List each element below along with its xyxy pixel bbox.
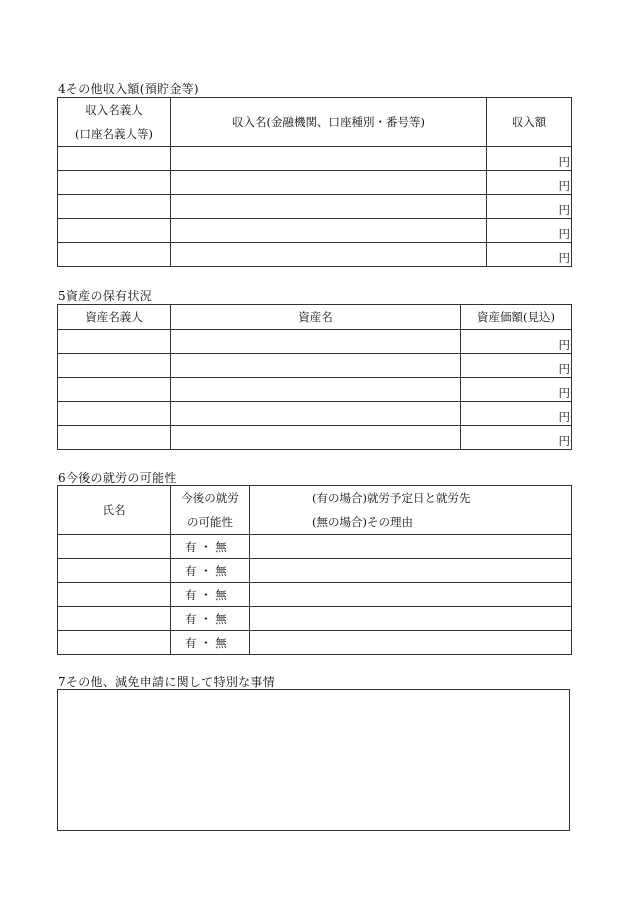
table-row bbox=[58, 330, 572, 354]
table-row bbox=[58, 354, 572, 378]
employment-detail-cell[interactable] bbox=[250, 559, 572, 583]
person-name-header: 氏名 bbox=[58, 486, 171, 535]
income-holder-header-line1: 収入名義人 bbox=[85, 103, 143, 117]
possibility-choice[interactable]: 有 ・ 無 bbox=[171, 607, 250, 631]
table-row bbox=[58, 607, 572, 631]
possibility-choice[interactable]: 有 ・ 無 bbox=[171, 583, 250, 607]
table-row bbox=[58, 583, 572, 607]
income-holder-header-line2: (口座名義人等) bbox=[75, 127, 153, 141]
income-holder-cell[interactable] bbox=[58, 219, 171, 243]
table-header-row bbox=[58, 98, 572, 147]
income-amount-cell[interactable]: 円 bbox=[487, 195, 572, 219]
table-row bbox=[58, 631, 572, 655]
possibility-header-line1: 今後の就労 bbox=[181, 491, 239, 505]
asset-holder-cell[interactable] bbox=[58, 378, 171, 402]
income-name-header: 収入名(金融機関、口座種別・番号等) bbox=[171, 98, 487, 147]
income-name-cell[interactable] bbox=[171, 147, 487, 171]
table-row bbox=[58, 171, 572, 195]
income-holder-cell[interactable] bbox=[58, 147, 171, 171]
special-circumstances-textbox[interactable] bbox=[57, 689, 570, 831]
possibility-choice[interactable]: 有 ・ 無 bbox=[171, 559, 250, 583]
asset-holder-cell[interactable] bbox=[58, 330, 171, 354]
table-row bbox=[58, 219, 572, 243]
asset-name-header: 資産名 bbox=[171, 305, 461, 330]
income-amount-cell[interactable]: 円 bbox=[487, 147, 572, 171]
income-name-cell[interactable] bbox=[171, 219, 487, 243]
section7-title: 7その他、減免申請に関して特別な事情 bbox=[58, 675, 276, 689]
table-row bbox=[58, 243, 572, 267]
income-amount-cell[interactable]: 円 bbox=[487, 219, 572, 243]
income-name-cell[interactable] bbox=[171, 243, 487, 267]
person-name-cell[interactable] bbox=[58, 559, 171, 583]
income-amount-cell[interactable]: 円 bbox=[487, 243, 572, 267]
asset-value-cell[interactable]: 円 bbox=[461, 330, 572, 354]
asset-value-cell[interactable]: 円 bbox=[461, 378, 572, 402]
table-row bbox=[58, 147, 572, 171]
possibility-header-line2: の可能性 bbox=[187, 515, 233, 529]
table-header-row bbox=[58, 486, 572, 535]
income-holder-cell[interactable] bbox=[58, 243, 171, 267]
asset-holder-header: 資産名義人 bbox=[58, 305, 171, 330]
person-name-cell[interactable] bbox=[58, 535, 171, 559]
employment-detail-cell[interactable] bbox=[250, 631, 572, 655]
table-row bbox=[58, 535, 572, 559]
asset-holder-cell[interactable] bbox=[58, 354, 171, 378]
possibility-choice[interactable]: 有 ・ 無 bbox=[171, 535, 250, 559]
asset-holder-cell[interactable] bbox=[58, 426, 171, 450]
income-amount-header: 収入額 bbox=[487, 98, 572, 147]
asset-value-cell[interactable]: 円 bbox=[461, 426, 572, 450]
asset-name-cell[interactable] bbox=[171, 378, 461, 402]
asset-value-cell[interactable]: 円 bbox=[461, 402, 572, 426]
employment-table bbox=[57, 485, 572, 655]
possibility-header bbox=[171, 486, 250, 535]
employment-detail-header bbox=[250, 486, 572, 535]
possibility-choice[interactable]: 有 ・ 無 bbox=[171, 631, 250, 655]
table-row bbox=[58, 402, 572, 426]
table-row bbox=[58, 195, 572, 219]
employment-detail-header-line2: (無の場合)その理由 bbox=[312, 515, 413, 529]
asset-value-header: 資産価額(見込) bbox=[461, 305, 572, 330]
section5-title: 5資産の保有状況 bbox=[58, 289, 153, 303]
assets-table bbox=[57, 304, 572, 450]
other-income-table bbox=[57, 97, 572, 267]
section6-title: 6今後の就労の可能性 bbox=[58, 471, 177, 485]
asset-name-cell[interactable] bbox=[171, 426, 461, 450]
employment-detail-header-line1: (有の場合)就労予定日と就労先 bbox=[312, 491, 471, 505]
asset-name-cell[interactable] bbox=[171, 354, 461, 378]
asset-value-cell[interactable]: 円 bbox=[461, 354, 572, 378]
table-row bbox=[58, 378, 572, 402]
asset-name-cell[interactable] bbox=[171, 330, 461, 354]
income-name-cell[interactable] bbox=[171, 171, 487, 195]
employment-detail-cell[interactable] bbox=[250, 535, 572, 559]
person-name-cell[interactable] bbox=[58, 607, 171, 631]
table-header-row bbox=[58, 305, 572, 330]
income-holder-cell[interactable] bbox=[58, 195, 171, 219]
table-row bbox=[58, 559, 572, 583]
section4-title: 4その他収入額(預貯金等) bbox=[58, 82, 199, 96]
table-row bbox=[58, 426, 572, 450]
income-holder-cell[interactable] bbox=[58, 171, 171, 195]
asset-name-cell[interactable] bbox=[171, 402, 461, 426]
employment-detail-cell[interactable] bbox=[250, 583, 572, 607]
person-name-cell[interactable] bbox=[58, 583, 171, 607]
asset-holder-cell[interactable] bbox=[58, 402, 171, 426]
person-name-cell[interactable] bbox=[58, 631, 171, 655]
income-amount-cell[interactable]: 円 bbox=[487, 171, 572, 195]
income-name-cell[interactable] bbox=[171, 195, 487, 219]
income-holder-header bbox=[58, 98, 171, 147]
employment-detail-cell[interactable] bbox=[250, 607, 572, 631]
